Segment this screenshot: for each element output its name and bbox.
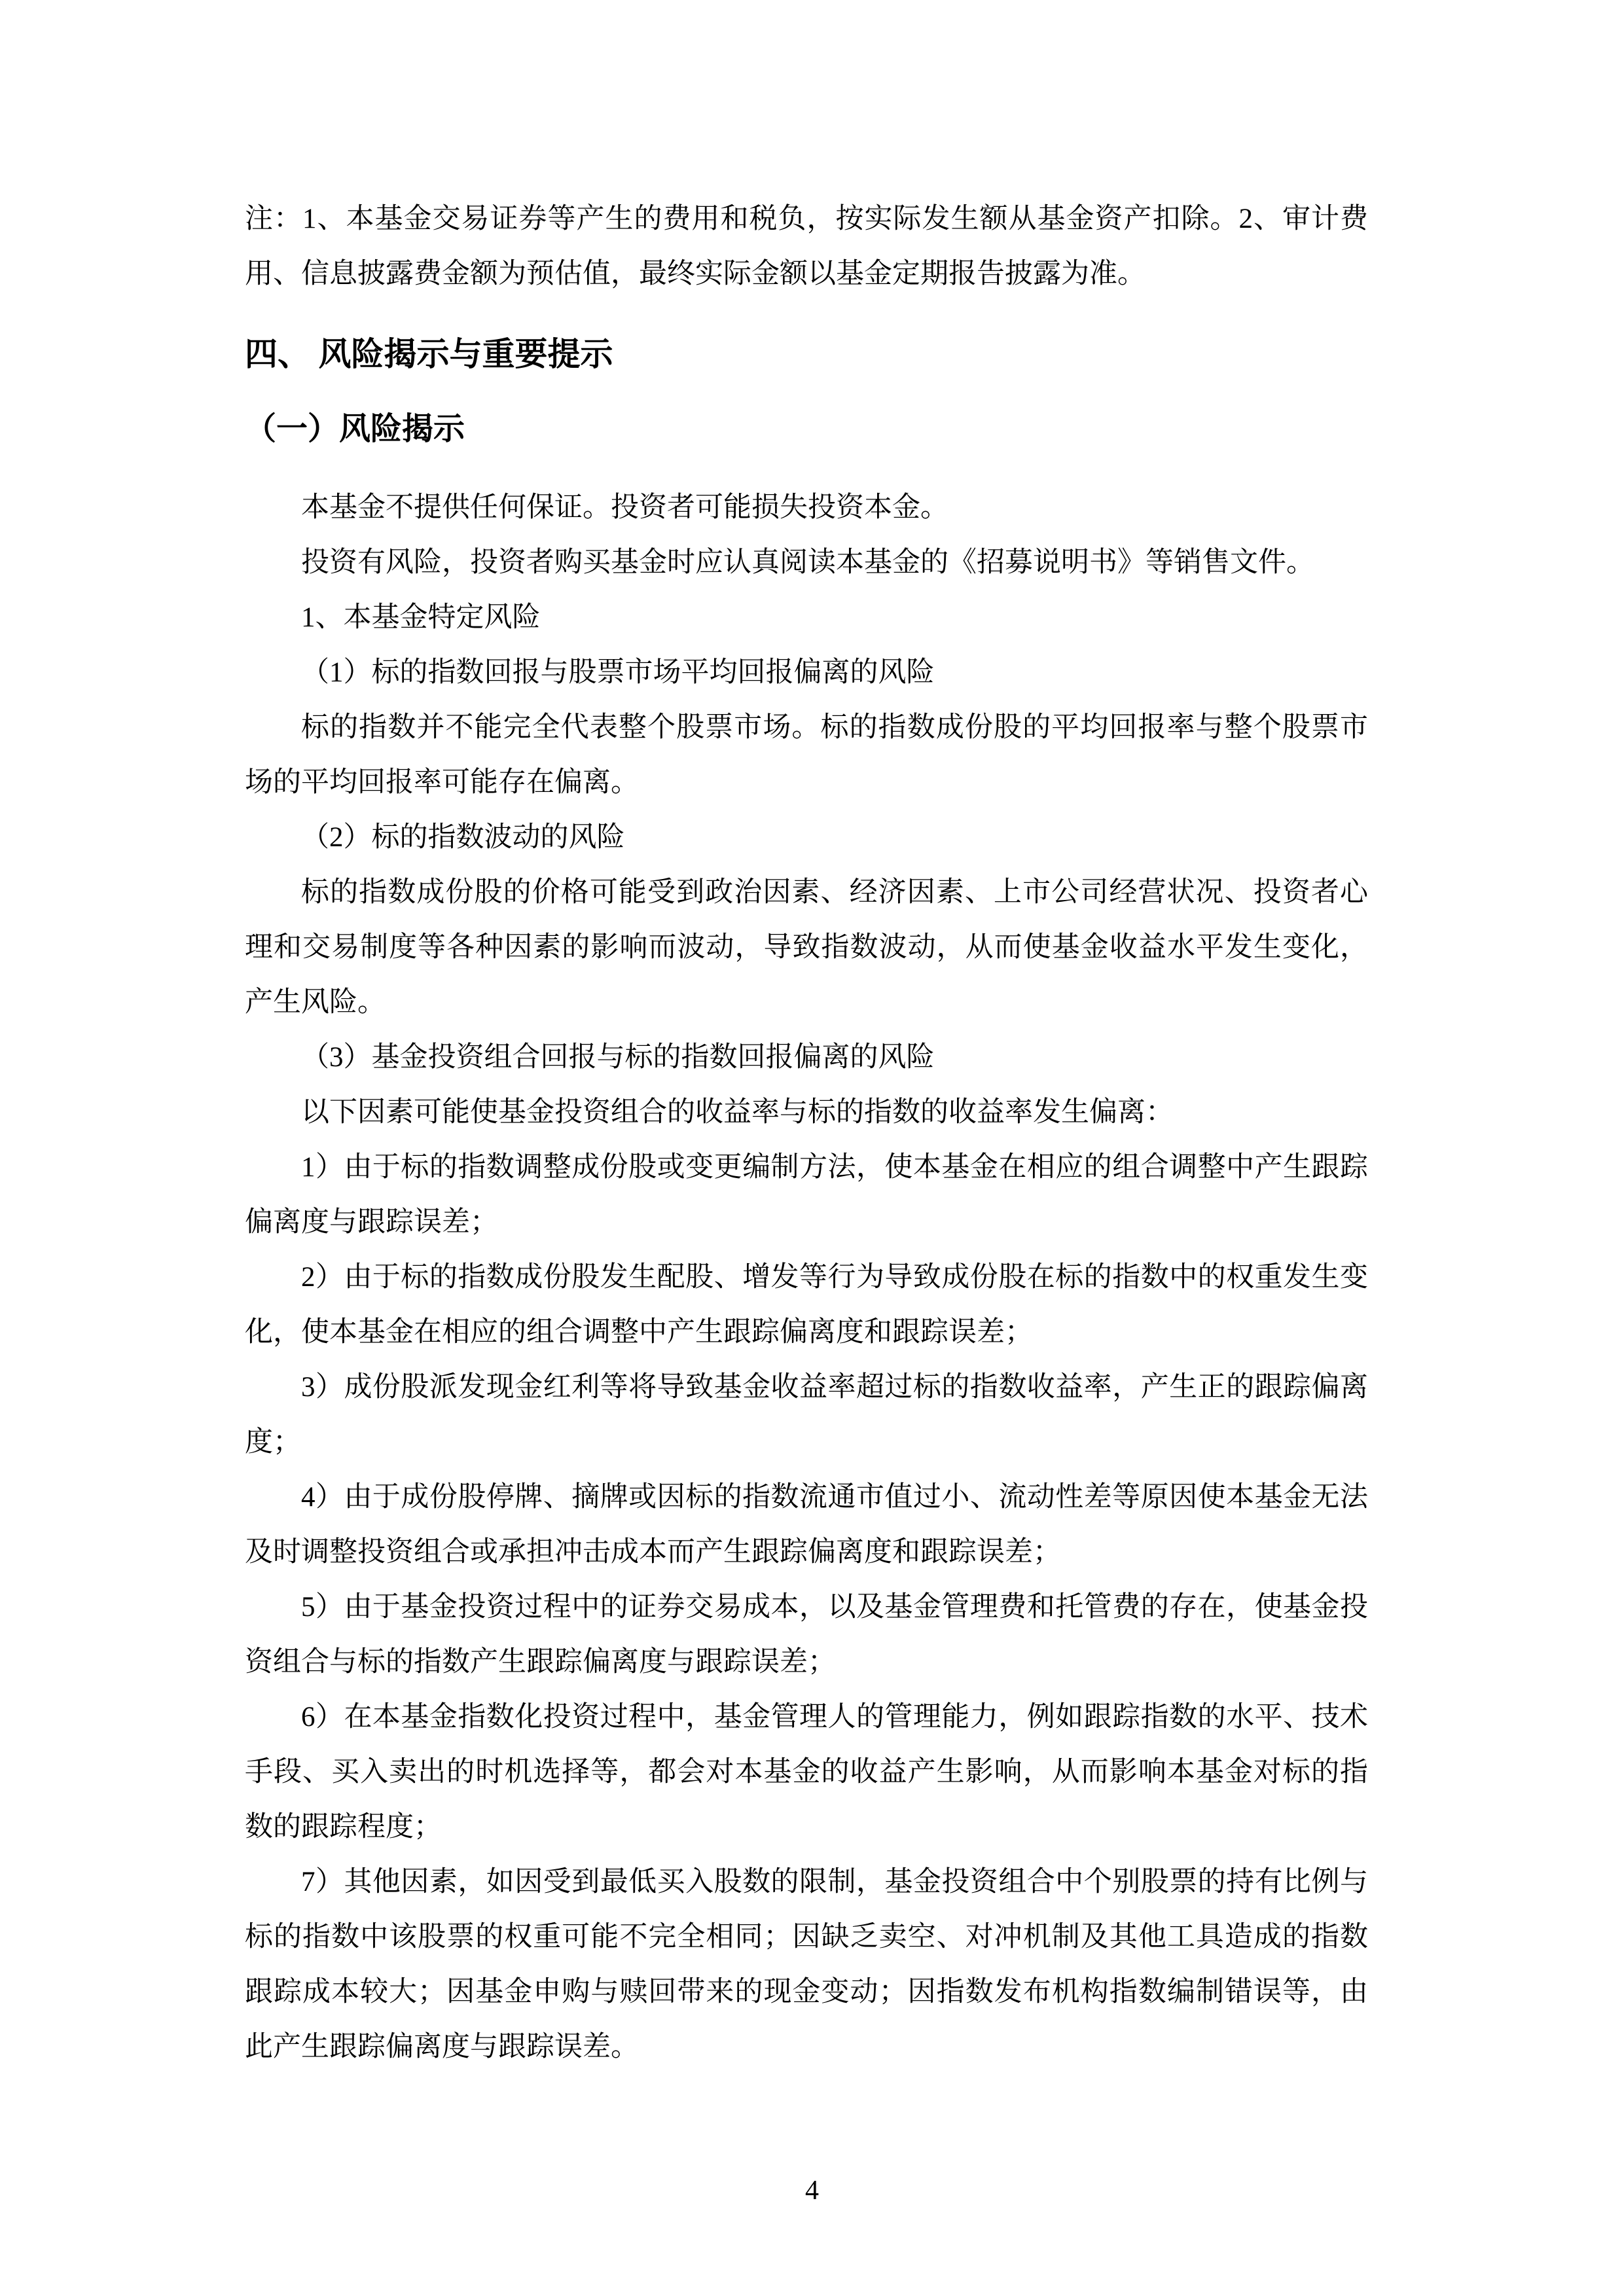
body-line: 及时调整投资组合或承担冲击成本而产生跟踪偏离度和跟踪误差； [245, 1537, 1061, 1568]
body-line: 手段、买入卖出的时机选择等，都会对本基金的收益产生影响，从而影响本基金对标的指 [245, 1757, 1368, 1787]
section-heading: 四、 风险揭示与重要提示 [245, 336, 613, 372]
body-line: 化，使本基金在相应的组合调整中产生跟踪偏离度和跟踪误差； [245, 1317, 1033, 1348]
note-line: 用、信息披露费金额为预估值，最终实际金额以基金定期报告披露为准。 [245, 259, 1146, 289]
list-item-heading: （2）标的指数波动的风险 [301, 822, 625, 853]
body-line: 跟踪成本较大；因基金申购与赎回带来的现金变动；因指数发布机构指数编制错误等，由 [245, 1977, 1368, 2007]
subsection-heading: （一）风险揭示 [245, 412, 465, 446]
body-line: 6）在本基金指数化投资过程中，基金管理人的管理能力，例如跟踪指数的水平、技术 [301, 1702, 1368, 1732]
body-line: 4）由于成份股停牌、摘牌或因标的指数流通市值过小、流动性差等原因使本基金无法 [301, 1482, 1368, 1513]
body-line: 标的指数并不能完全代表整个股票市场。标的指数成份股的平均回报率与整个股票市 [301, 712, 1368, 743]
body-line: 1）由于标的指数调整成份股或变更编制方法，使本基金在相应的组合调整中产生跟踪 [301, 1152, 1368, 1183]
body-line: 本基金不提供任何保证。投资者可能损失投资本金。 [301, 492, 948, 523]
body-line: 标的指数中该股票的权重可能不完全相同；因缺乏卖空、对冲机制及其他工具造成的指数 [245, 1922, 1368, 1952]
list-item-heading: （3）基金投资组合回报与标的指数回报偏离的风险 [301, 1042, 935, 1073]
body-line: 场的平均回报率可能存在偏离。 [245, 767, 639, 798]
body-line: 此产生跟踪偏离度与跟踪误差。 [245, 2032, 639, 2062]
body-line: 以下因素可能使基金投资组合的收益率与标的指数的收益率发生偏离： [301, 1097, 1174, 1128]
body-line: 5）由于基金投资过程中的证券交易成本，以及基金管理费和托管费的存在，使基金投 [301, 1592, 1368, 1623]
body-line: 数的跟踪程度； [245, 1812, 442, 1842]
body-line: 偏离度与跟踪误差； [245, 1207, 498, 1238]
body-line: 2）由于标的指数成份股发生配股、增发等行为导致成份股在标的指数中的权重发生变 [301, 1262, 1368, 1293]
body-line: 3）成份股派发现金红利等将导致基金收益率超过标的指数收益率，产生正的跟踪偏离 [301, 1372, 1368, 1403]
list-item-heading: （1）标的指数回报与股票市场平均回报偏离的风险 [301, 657, 935, 688]
list-item-heading: 1、本基金特定风险 [301, 602, 541, 633]
body-line: 7）其他因素，如因受到最低买入股数的限制，基金投资组合中个别股票的持有比例与 [301, 1867, 1368, 1897]
body-line: 投资有风险，投资者购买基金时应认真阅读本基金的《招募说明书》等销售文件。 [301, 547, 1314, 578]
body-line: 度； [245, 1427, 301, 1458]
body-line: 标的指数成份股的价格可能受到政治因素、经济因素、上市公司经营状况、投资者心 [301, 877, 1368, 908]
body-line: 资组合与标的指数产生跟踪偏离度与跟踪误差； [245, 1647, 836, 1677]
document-body [245, 192, 1368, 2075]
body-line: 产生风险。 [245, 987, 386, 1018]
body-line: 理和交易制度等各种因素的影响而波动，导致指数波动，从而使基金收益水平发生变化， [245, 932, 1368, 963]
page-number: 4 [805, 2176, 819, 2206]
note-line: 注：1、本基金交易证券等产生的费用和税负，按实际发生额从基金资产扣除。2、审计费 [245, 204, 1368, 234]
